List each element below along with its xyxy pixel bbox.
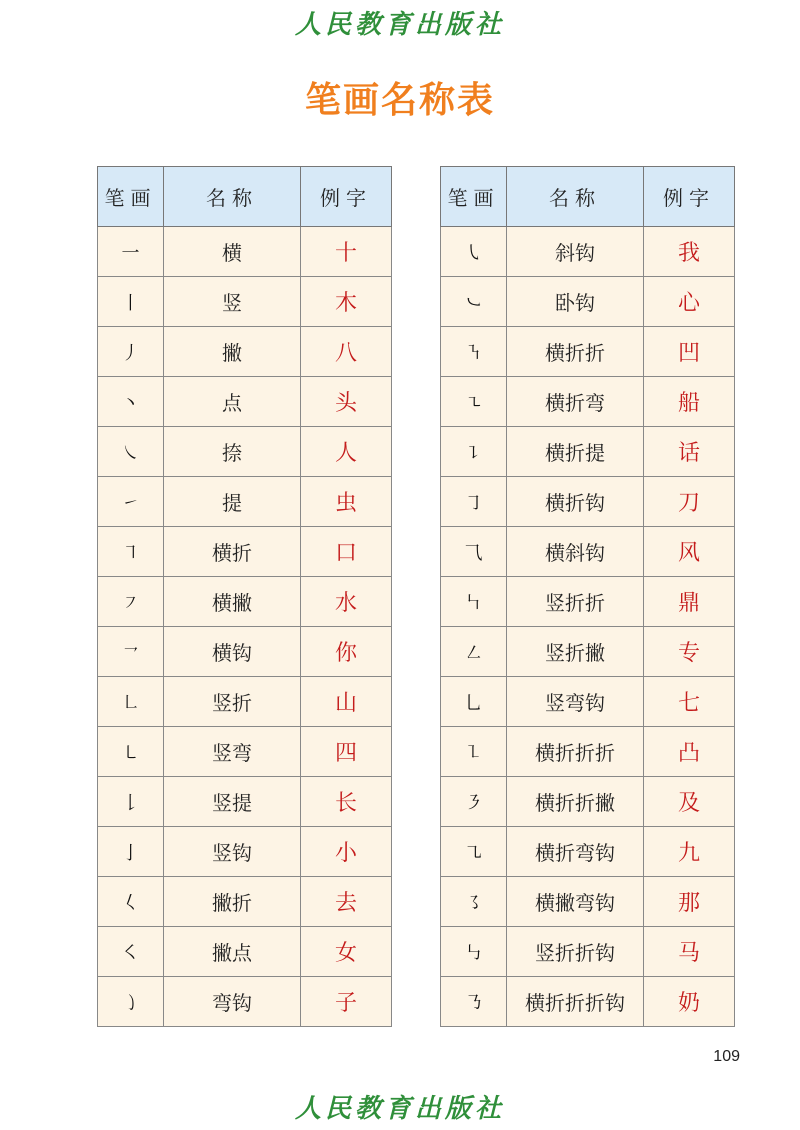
example-character: 话 [644,427,735,477]
stroke-name: 横撇 [164,577,301,627]
header-example: 例字 [301,167,392,227]
stroke-glyph: ㇉ [441,927,507,977]
stroke-glyph: 丿 [98,327,164,377]
stroke-name: 竖折撇 [507,627,644,677]
stroke-glyph: ㇎ [441,327,507,377]
stroke-name: 竖提 [164,777,301,827]
example-character: 水 [301,577,392,627]
example-character: 十 [301,227,392,277]
stroke-glyph: ⺄ [441,527,507,577]
stroke-name: 横斜钩 [507,527,644,577]
header-stroke: 笔画 [441,167,507,227]
stroke-glyph: 一 [98,227,164,277]
stroke-name: 撇 [164,327,301,377]
table-row [441,627,735,677]
table-row [98,627,392,677]
stroke-name: 横折提 [507,427,644,477]
stroke-glyph: ㇗ [98,677,164,727]
stroke-glyph: ㇄ [98,727,164,777]
stroke-glyph: ㇜ [441,627,507,677]
example-character: 女 [301,927,392,977]
example-character: 刀 [644,477,735,527]
stroke-glyph: ㇛ [98,927,164,977]
stroke-name: 横折折折钩 [507,977,644,1027]
page-title: 笔画名称表 [304,80,495,121]
table-row [98,777,392,827]
page-number: 109 [713,1048,740,1065]
table-row [98,727,392,777]
table-row [441,327,735,377]
header-name: 名称 [507,167,644,227]
table-row [98,277,392,327]
table-row [441,827,735,877]
table-row [441,277,735,327]
table-row [441,227,735,277]
table-row [441,377,735,427]
example-character: 马 [644,927,735,977]
stroke-name: 竖折折 [507,577,644,627]
stroke-glyph: ㇈ [441,827,507,877]
stroke-name: 横折弯钩 [507,827,644,877]
publisher-footer: 人民教育出版社 [294,1094,505,1124]
stroke-glyph: 𠄌 [98,777,164,827]
stroke-name: 提 [164,477,301,527]
table-row [98,827,392,877]
stroke-name: 横 [164,227,301,277]
table-row [441,877,735,927]
stroke-glyph: ㇂ [441,227,507,277]
stroke-name: 横撇弯钩 [507,877,644,927]
table-row [98,427,392,477]
stroke-glyph: ㇃ [441,277,507,327]
stroke-name: 横折钩 [507,477,644,527]
example-character: 子 [301,977,392,1027]
example-character: 山 [301,677,392,727]
stroke-glyph: 乚 [441,677,507,727]
stroke-glyph: ㇀ [98,477,164,527]
stroke-name: 捺 [164,427,301,477]
table-row [441,677,735,727]
stroke-glyph: ㇆ [441,477,507,527]
stroke-glyph: ㇅ [441,727,507,777]
table-row [441,477,735,527]
stroke-glyph: 丨 [98,277,164,327]
example-character: 八 [301,327,392,377]
example-character: 鼎 [644,577,735,627]
stroke-name: 竖钩 [164,827,301,877]
table-row [98,677,392,727]
example-character: 九 [644,827,735,877]
stroke-glyph: ㇌ [441,877,507,927]
stroke-table-left [97,166,392,1027]
table-row [98,577,392,627]
table-row [98,327,392,377]
stroke-glyph: ㇇ [98,577,164,627]
table-row [441,777,735,827]
example-character: 凸 [644,727,735,777]
example-character: 心 [644,277,735,327]
stroke-glyph: ㇊ [441,427,507,477]
example-character: 专 [644,627,735,677]
table-row [441,527,735,577]
example-character: 人 [301,427,392,477]
example-character: 四 [301,727,392,777]
table-row [441,977,735,1027]
example-character: 虫 [301,477,392,527]
publisher-header: 人民教育出版社 [294,10,505,40]
stroke-name: 横折折 [507,327,644,377]
example-character: 木 [301,277,392,327]
stroke-name: 竖弯 [164,727,301,777]
stroke-name: 横折折撇 [507,777,644,827]
example-character: 我 [644,227,735,277]
example-character: 小 [301,827,392,877]
stroke-table-right-body [441,227,735,1027]
example-character: 头 [301,377,392,427]
stroke-glyph: 亅 [98,827,164,877]
example-character: 那 [644,877,735,927]
example-character: 风 [644,527,735,577]
stroke-name: 竖 [164,277,301,327]
table-row [98,227,392,277]
stroke-name: 横折 [164,527,301,577]
stroke-glyph: ㇕ [98,527,164,577]
example-character: 长 [301,777,392,827]
stroke-glyph: 𡿨 [98,877,164,927]
stroke-glyph: ㇞ [441,577,507,627]
example-character: 奶 [644,977,735,1027]
header-stroke: 笔画 [98,167,164,227]
stroke-glyph: ㇋ [441,777,507,827]
stroke-table-left-body [98,227,392,1027]
stroke-name: 横折弯 [507,377,644,427]
stroke-glyph: ㇖ [98,627,164,677]
stroke-name: 撇点 [164,927,301,977]
stroke-glyph: 丶 [98,377,164,427]
table-row [98,477,392,527]
stroke-name: 竖弯钩 [507,677,644,727]
table-row [441,727,735,777]
table-header-row [98,167,392,227]
stroke-glyph: ㇁ [98,977,164,1027]
table-row [98,527,392,577]
example-character: 及 [644,777,735,827]
example-character: 船 [644,377,735,427]
stroke-glyph: ㇏ [98,427,164,477]
table-header-row [441,167,735,227]
header-name: 名称 [164,167,301,227]
stroke-name: 横钩 [164,627,301,677]
table-row [441,427,735,477]
stroke-glyph: ㇡ [441,977,507,1027]
stroke-name: 卧钩 [507,277,644,327]
table-row [441,577,735,627]
header-example: 例字 [644,167,735,227]
stroke-name: 竖折折钩 [507,927,644,977]
stroke-table-right [440,166,735,1027]
stroke-name: 竖折 [164,677,301,727]
example-character: 口 [301,527,392,577]
table-row [98,977,392,1027]
stroke-glyph: ㇍ [441,377,507,427]
table-row [441,927,735,977]
table-row [98,377,392,427]
stroke-name: 撇折 [164,877,301,927]
table-row [98,927,392,977]
example-character: 凹 [644,327,735,377]
example-character: 七 [644,677,735,727]
stroke-name: 点 [164,377,301,427]
stroke-name: 弯钩 [164,977,301,1027]
table-row [98,877,392,927]
example-character: 你 [301,627,392,677]
stroke-name: 横折折折 [507,727,644,777]
stroke-name: 斜钩 [507,227,644,277]
example-character: 去 [301,877,392,927]
